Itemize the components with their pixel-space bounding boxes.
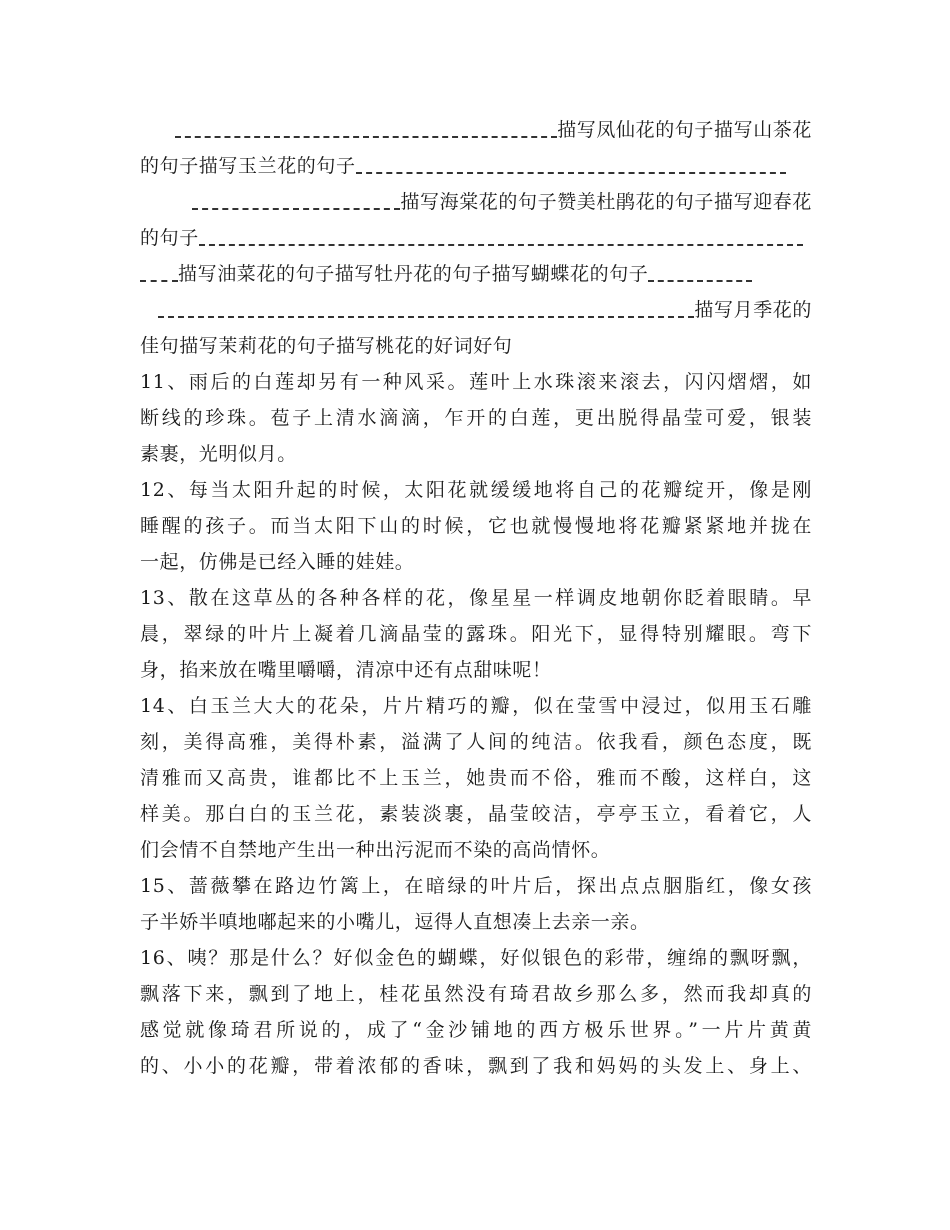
paragraph-11-line: 素裹，光明似月。: [140, 443, 297, 465]
paragraph-14-line: 样美。那白白的玉兰花，素装淡裹，晶莹皎洁，亭亭玉立，看着它，人: [140, 803, 812, 825]
paragraph-11-line: 11、雨后的白莲却另有一种风采。莲叶上水珠滚来滚去，闪闪熠熠，如: [140, 371, 812, 393]
header-text: 佳句描写茉莉花的句子描写桃花的好词好句: [140, 335, 513, 357]
paragraph-12-line: 12、每当太阳升起的时候，太阳花就缓缓地将自己的花瓣绽开，像是刚: [140, 479, 812, 501]
header-line-4: [140, 226, 812, 250]
paragraph-13-line: 13、散在这草丛的各种各样的花，像星星一样调皮地朝你眨着眼睛。早: [140, 587, 812, 609]
paragraph-14-line: 们会情不自禁地产生出一种出污泥而不染的高尚情怀。: [140, 839, 611, 861]
paragraph-13-line: 晨，翠绿的叶片上凝着几滴晶莹的露珠。阳光下，显得特别耀眼。弯下: [140, 623, 812, 645]
paragraph-16-line: 的、小小的花瓣，带着浓郁的香味，飘到了我和妈妈的头发上、身上、: [140, 1055, 812, 1077]
blank-underline: [356, 172, 786, 174]
paragraph-15-line: 子半娇半嗔地嘟起来的小嘴儿，逗得人直想凑上去亲一亲。: [140, 911, 650, 933]
paragraph-13-line: 身，掐来放在嘴里嚼嚼，清凉中还有点甜味呢！: [140, 659, 552, 681]
blank-underline: [158, 316, 694, 318]
header-text: 描写海棠花的句子赞美杜鹃花的句子描写迎春花: [400, 191, 812, 213]
paragraph-12-line: 睡醒的孩子。而当太阳下山的时候，它也就慢慢地将花瓣紧紧地并拢在: [140, 515, 812, 537]
paragraph-16-line: 感觉就像琦君所说的，成了“金沙铺地的西方极乐世界。”一片片黄黄: [140, 1019, 812, 1041]
paragraph-14-line: 14、白玉兰大大的花朵，片片精巧的瓣，似在莹雪中浸过，似用玉石雕: [140, 695, 812, 717]
paragraph-11-line: 断线的珍珠。苞子上清水滴滴，乍开的白莲，更出脱得晶莹可爱，银装: [140, 407, 812, 429]
header-text: 的句子: [140, 227, 199, 249]
paragraph-15-line: 15、蔷薇攀在路边竹篱上，在暗绿的叶片后，探出点点胭脂红，像女孩: [140, 875, 812, 897]
blank-underline: [192, 208, 400, 210]
header-text: 描写月季花的: [694, 299, 812, 321]
header-text: 描写油菜花的句子描写牡丹花的句子描写蝴蝶花的句子: [178, 263, 649, 285]
paragraph-14-line: 清雅而又高贵，谁都比不上玉兰，她贵而不俗，雅而不酸，这样白，这: [140, 767, 812, 789]
paragraph-16-line: 飘落下来，飘到了地上，桂花虽然没有琦君故乡那么多，然而我却真的: [140, 983, 812, 1005]
header-line-7: [140, 334, 812, 358]
header-line-5: [140, 262, 812, 286]
header-text: 描写凤仙花的句子描写山茶花: [557, 119, 812, 141]
header-line-6: [140, 298, 812, 322]
blank-underline: [648, 280, 752, 282]
header-line-1: [140, 118, 812, 142]
header-line-3: [140, 190, 812, 214]
blank-underline: [199, 244, 803, 246]
blank-underline: [175, 136, 557, 138]
paragraph-12-line: 一起，仿佛是已经入睡的娃娃。: [140, 551, 415, 573]
paragraph-14-line: 刻，美得高雅，美得朴素，溢满了人间的纯洁。依我看，颜色态度，既: [140, 731, 812, 753]
paragraph-16-line: 16、咦？那是什么？好似金色的蝴蝶，好似银色的彩带，缠绵的飘呀飘，: [140, 947, 812, 969]
blank-underline: [140, 280, 178, 282]
header-text: 的句子描写玉兰花的句子: [140, 155, 356, 177]
header-line-2: [140, 154, 812, 178]
